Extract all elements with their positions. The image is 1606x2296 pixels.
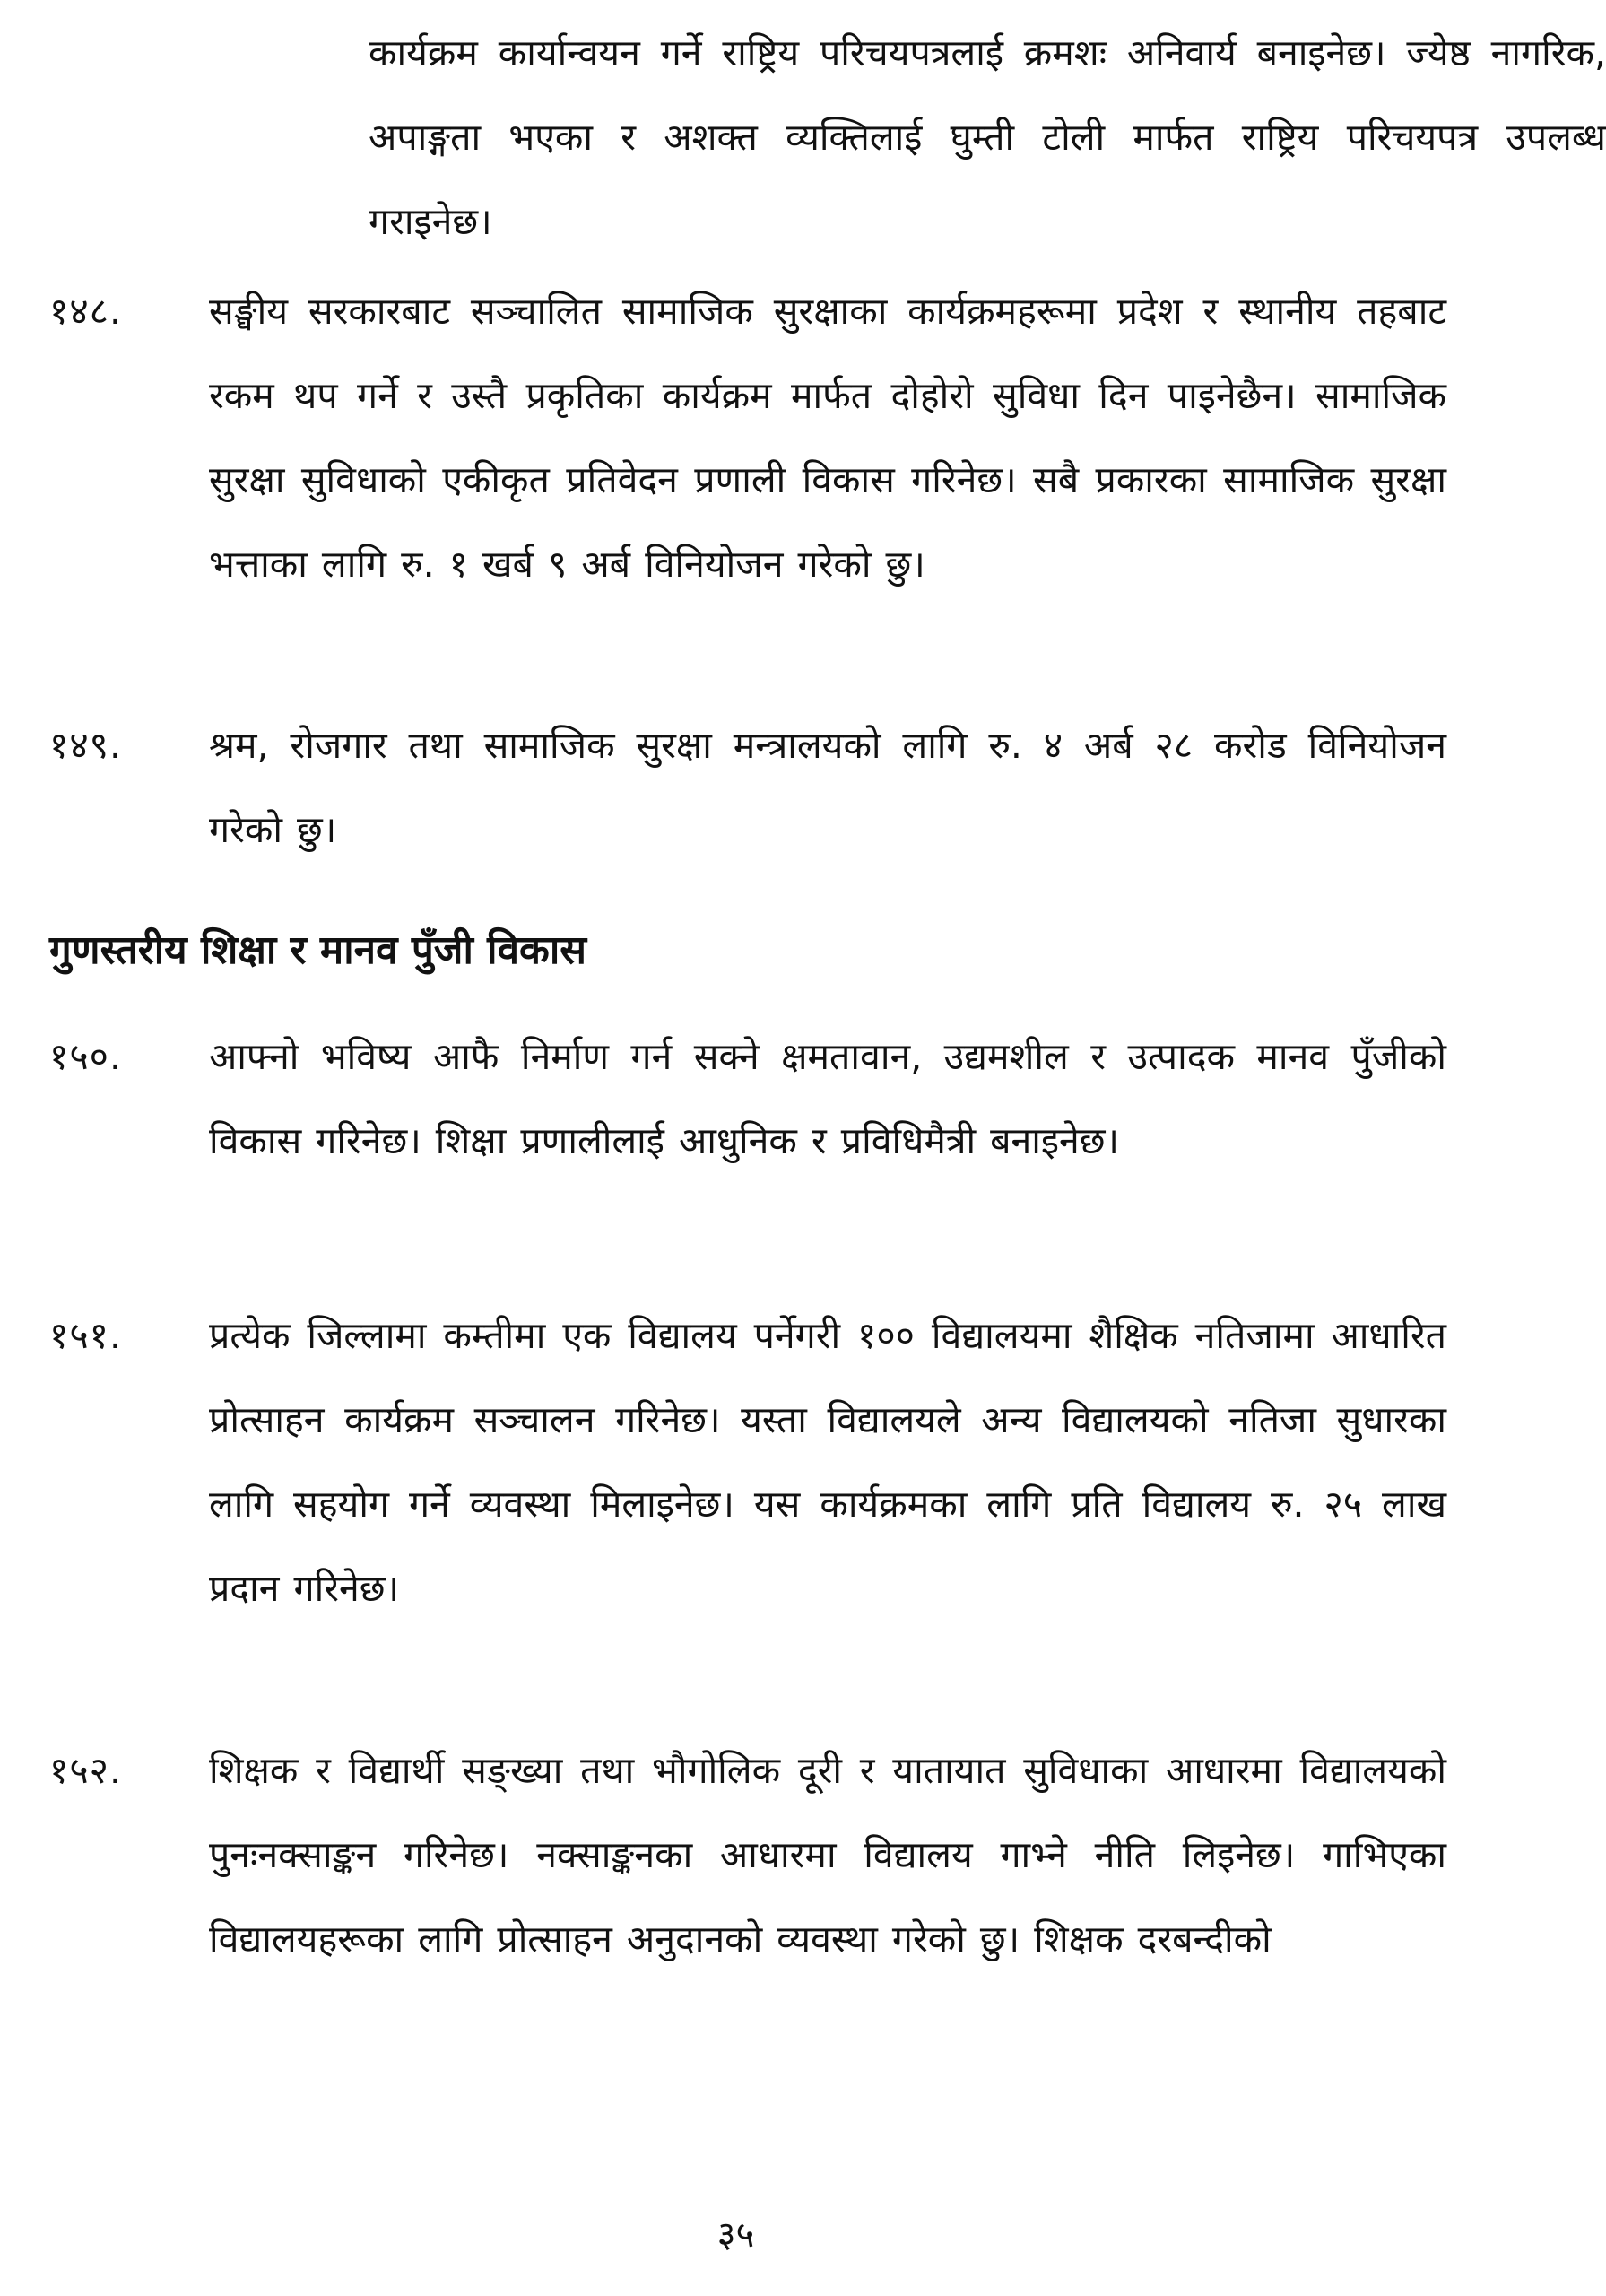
paragraph-text: प्रत्येक जिल्लामा कम्तीमा एक विद्यालय पर्नेगरी १०० विद्यालयमा शैक्षिक नतिजामा आधारित प्रोत्साहन कार्यक्रम सञ्चालन गरिनेछ। यस्ता विद्यालयले अन्य विद्यालयको नतिजा सुधारका लागि सहयोग गर्ने व्यवस्था मिलाइनेछ। यस कार्यक्रमका लागि प्रति विद्यालय रु. २५ लाख प्रदान गरिनेछ। (209, 1314, 1446, 1610)
continuation-paragraph: कार्यक्रम कार्यान्वयन गर्ने राष्ट्रिय परिचयपत्रलाई क्रमशः अनिवार्य बनाइनेछ। ज्येष्ठ नागरिक, अपाङ्गता भएका र अशक्त व्यक्तिलाई घुम्ती टोली मार्फत राष्ट्रिय परिचयपत्र उपलब्ध गराइनेछ। (369, 31, 1606, 243)
paragraph-150 (49, 1014, 1446, 1183)
paragraph-149 (49, 703, 1446, 872)
paragraph-151 (49, 1293, 1446, 1631)
paragraph-text: आफ्नो भविष्य आफै निर्माण गर्न सक्ने क्षमतावान, उद्यमशील र उत्पादक मानव पुँजीको विकास गरिनेछ। शिक्षा प्रणालीलाई आधुनिक र प्रविधिमैत्री बनाइनेछ। (209, 1035, 1446, 1162)
paragraph-text: सङ्घीय सरकारबाट सञ्चालित सामाजिक सुरक्षाका कार्यक्रमहरूमा प्रदेश र स्थानीय तहबाट रकम थप गर्ने र उस्तै प्रकृतिका कार्यक्रम मार्फत दोहोरो सुविधा दिन पाइनेछैन। सामाजिक सुरक्षा सुविधाको एकीकृत प्रतिवेदन प्रणाली विकास गरिनेछ। सबै प्रकारका सामाजिक सुरक्षा भत्ताका लागि रु. १ खर्ब ९ अर्ब विनियोजन गरेको छु। (209, 290, 1446, 586)
paragraph-text: श्रम, रोजगार तथा सामाजिक सुरक्षा मन्त्रालयको लागि रु. ४ अर्ब २८ करोड विनियोजन गरेको छु। (209, 724, 1446, 851)
paragraph-number: १४८. (49, 290, 122, 333)
page-number: ३५ (716, 2214, 755, 2256)
paragraph-number: १५१. (49, 1314, 122, 1357)
paragraph-number: १५०. (49, 1035, 122, 1078)
paragraph-152 (49, 1728, 1446, 1981)
paragraph-number: १५२. (49, 1749, 122, 1792)
section-heading: गुणस्तरीय शिक्षा र मानव पुँजी विकास (49, 927, 586, 973)
paragraph-148 (49, 269, 1446, 606)
paragraph-number: १४९. (49, 724, 122, 767)
paragraph-text: शिक्षक र विद्यार्थी सङ्ख्या तथा भौगोलिक दूरी र यातायात सुविधाका आधारमा विद्यालयको पुनःनक्साङ्कन गरिनेछ। नक्साङ्कनका आधारमा विद्यालय गाभ्ने नीति लिइनेछ। गाभिएका विद्यालयहरूका लागि प्रोत्साहन अनुदानको व्यवस्था गरेको छु। शिक्षक दरबन्दीको (209, 1749, 1446, 1961)
